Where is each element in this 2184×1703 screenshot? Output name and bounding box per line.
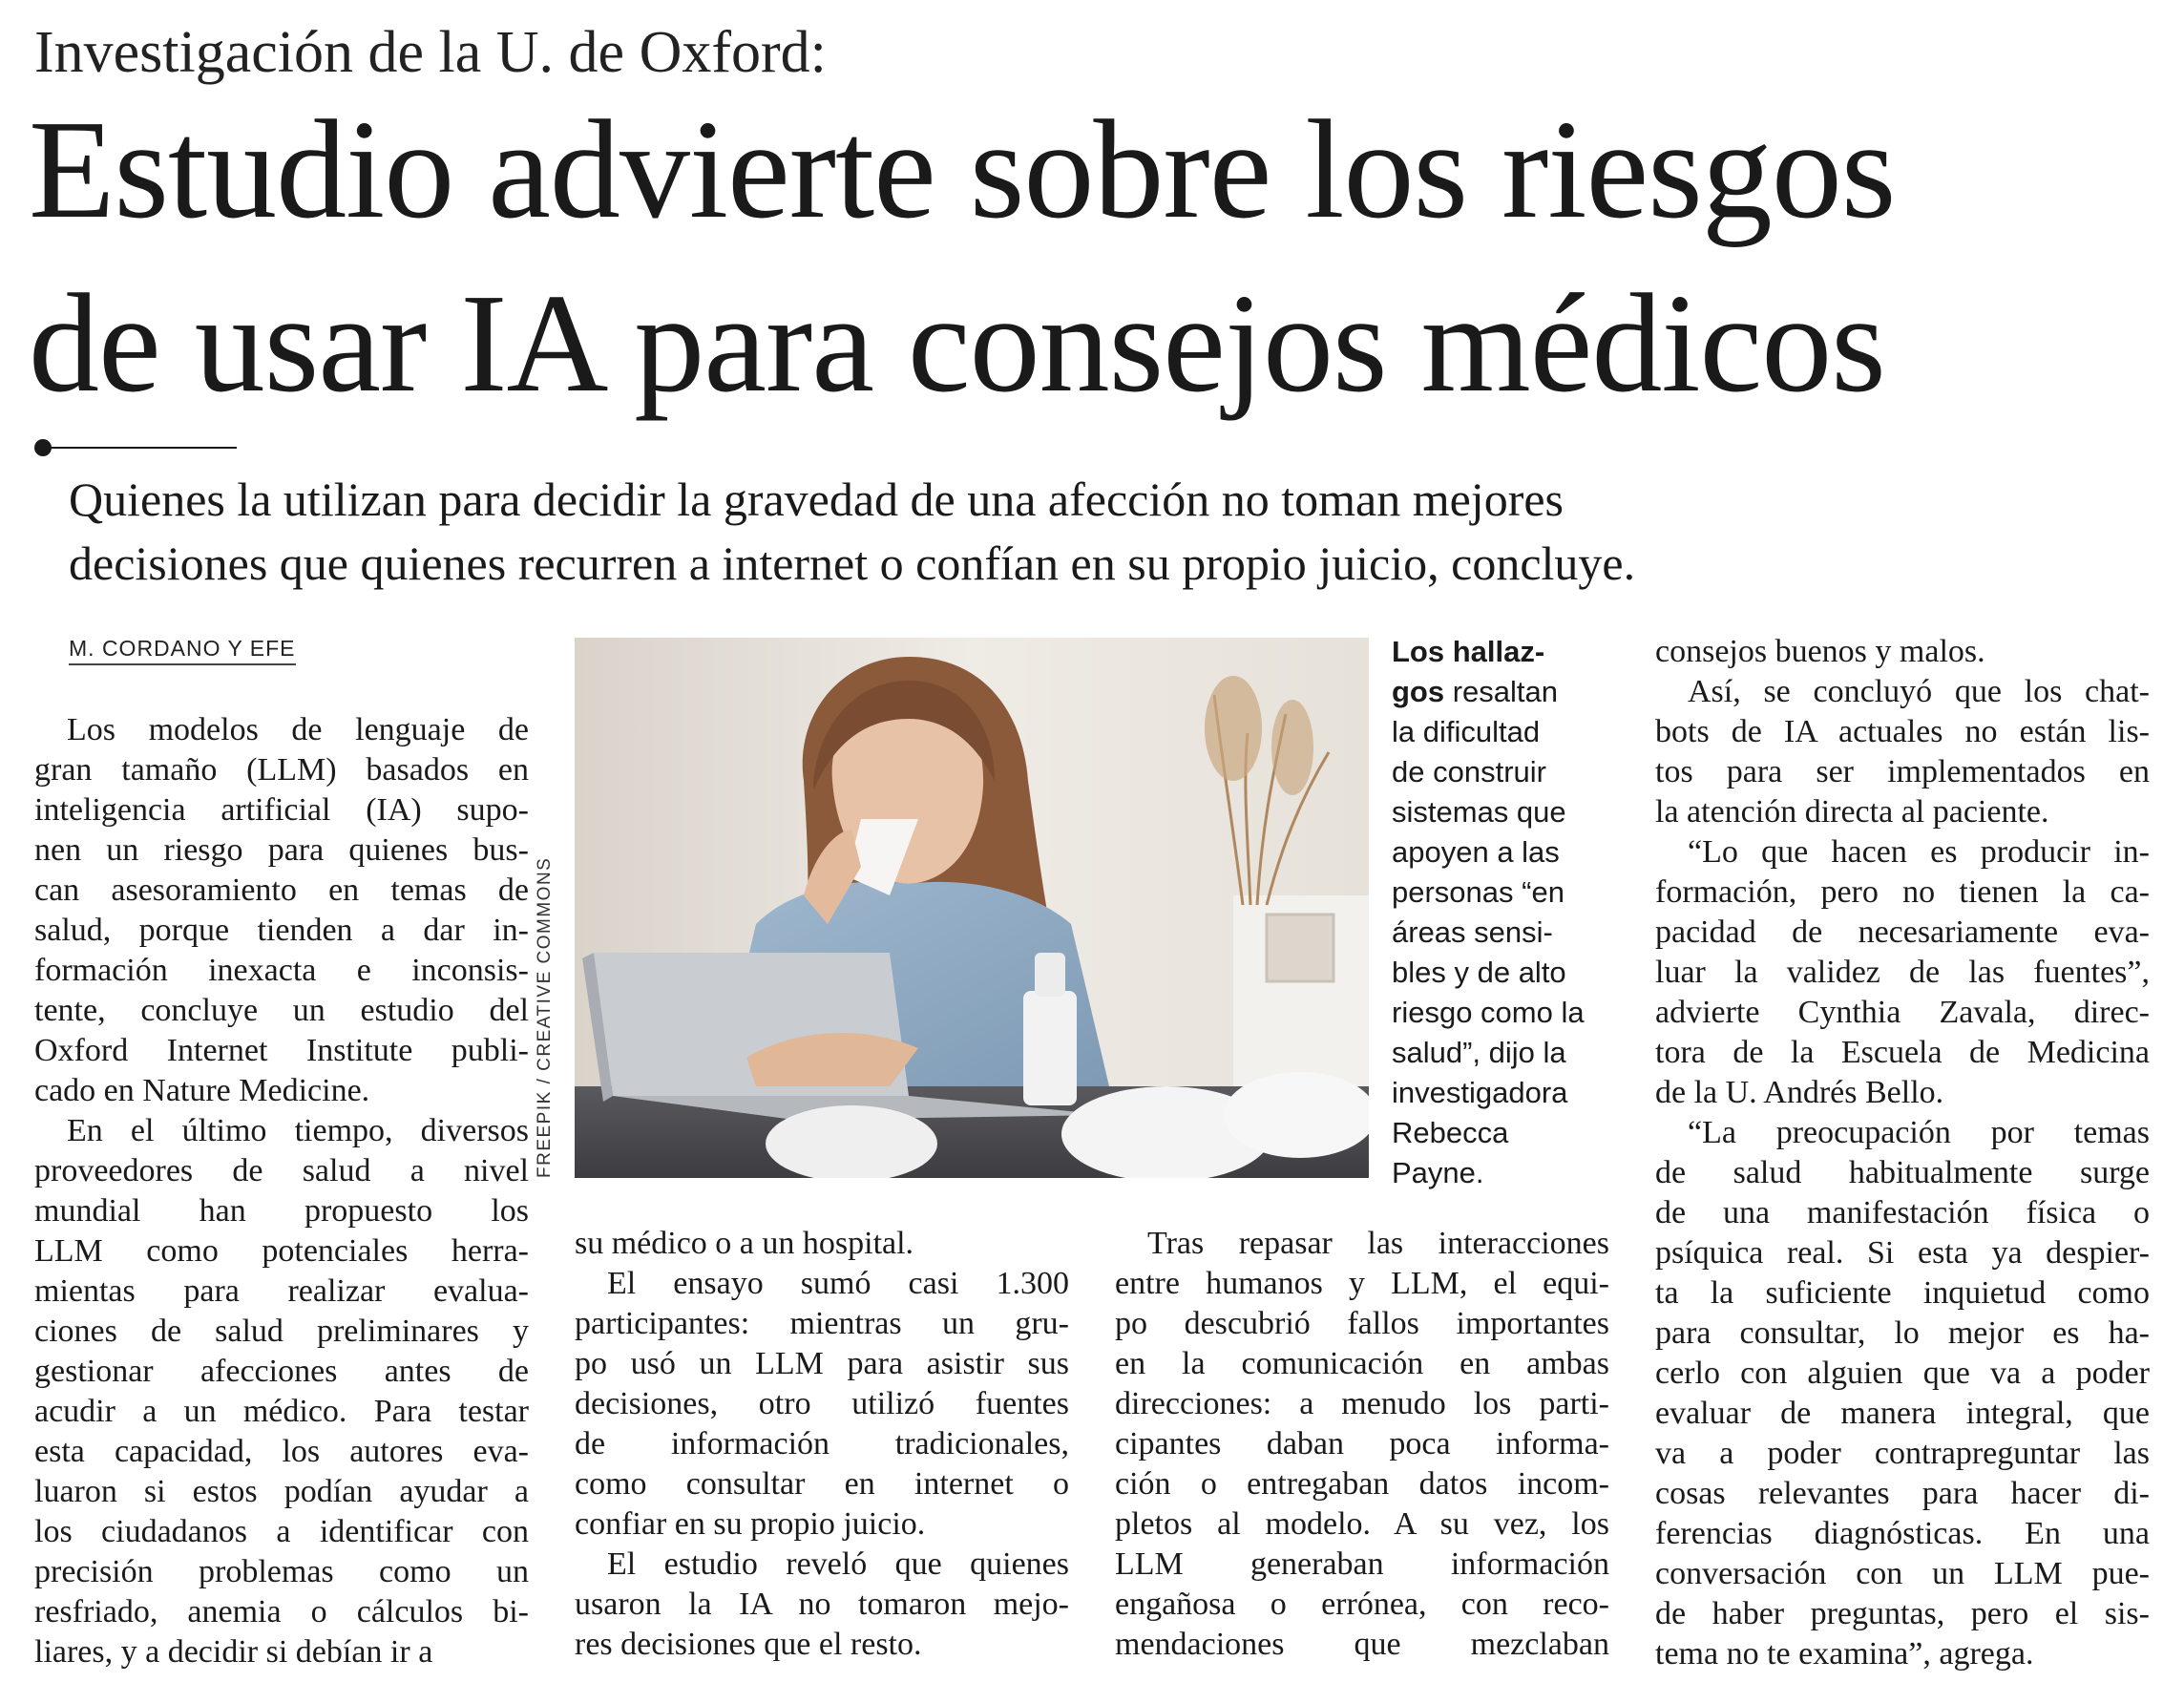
body-line: de una manifestación física o bbox=[1655, 1195, 2150, 1230]
body-line: tente, concluye un estudio del bbox=[34, 993, 529, 1028]
photo-credit: FREEPIK / CREATIVE COMMONS bbox=[535, 856, 555, 1178]
body-line: “Lo que hacen es producir in- bbox=[1688, 834, 2150, 870]
body-line: precisión problemas como un bbox=[34, 1554, 529, 1589]
body-line: can asesoramiento en temas de bbox=[34, 873, 529, 908]
body-line: Así, se concluyó que los chat- bbox=[1688, 674, 2150, 709]
body-line: direcciones: a menudo los parti- bbox=[1115, 1386, 1609, 1421]
body-line: la atención directa al paciente. bbox=[1655, 794, 2049, 830]
body-line: psíquica real. Si esta ya despier- bbox=[1655, 1235, 2150, 1271]
kicker: Investigación de la U. de Oxford: bbox=[34, 20, 827, 85]
body-line: participantes: mientras un gru- bbox=[575, 1306, 1069, 1341]
body-line: de haber preguntas, pero el sis- bbox=[1655, 1596, 2150, 1631]
body-line: ciones de salud preliminares y bbox=[34, 1314, 529, 1349]
body-line: como consultar en internet o bbox=[575, 1466, 1069, 1502]
caption-lead: Los hallaz- bbox=[1392, 635, 1545, 668]
body-line: formación, pero no tienen la ca- bbox=[1655, 874, 2150, 910]
caption-line bbox=[1392, 1033, 1630, 1073]
body-line: evaluar de manera integral, que bbox=[1655, 1396, 2150, 1431]
caption-text: salud”, dijo la bbox=[1392, 1036, 1566, 1069]
body-line: res decisiones que el resto. bbox=[575, 1627, 922, 1662]
photo-illustration bbox=[575, 638, 1369, 1178]
body-line: los ciudadanos a identificar con bbox=[34, 1514, 529, 1549]
body-line: El ensayo sumó casi 1.300 bbox=[607, 1266, 1069, 1301]
deck-line-2: decisiones que quienes recurren a internet o confían en su propio juicio, concluye. bbox=[69, 536, 1636, 590]
body-line: conversación con un LLM pue- bbox=[1655, 1556, 2150, 1591]
caption-line bbox=[1392, 993, 1630, 1033]
body-column-2 bbox=[575, 1224, 1069, 1665]
body-line: nen un riesgo para quienes bus- bbox=[34, 832, 529, 868]
body-line: confiar en su propio juicio. bbox=[575, 1506, 926, 1542]
body-line: de la U. Andrés Bello. bbox=[1655, 1075, 1944, 1110]
caption-text: personas “en bbox=[1392, 875, 1564, 909]
caption-text: de construir bbox=[1392, 755, 1546, 788]
rule-line bbox=[50, 447, 237, 449]
body-line: pacidad de necesariamente eva- bbox=[1655, 915, 2150, 950]
body-line: po descubrió fallos importantes bbox=[1115, 1306, 1609, 1341]
caption-text: investigadora bbox=[1392, 1076, 1568, 1109]
caption-text: la dificultad bbox=[1392, 715, 1541, 748]
body-line: ferencias diagnósticas. En una bbox=[1655, 1516, 2150, 1551]
body-line: LLM generaban información bbox=[1115, 1546, 1609, 1582]
body-line: proveedores de salud a nivel bbox=[34, 1153, 529, 1188]
body-line: po usó un LLM para asistir sus bbox=[575, 1346, 1069, 1381]
caption-line bbox=[1392, 712, 1630, 752]
byline: M. CORDANO Y EFE bbox=[69, 636, 296, 665]
body-line: formación inexacta e inconsis- bbox=[34, 953, 529, 988]
body-line: Oxford Internet Institute publi- bbox=[34, 1033, 529, 1068]
caption-text: riesgo como la bbox=[1392, 996, 1585, 1029]
caption-line bbox=[1392, 913, 1630, 953]
body-line: El estudio reveló que quienes bbox=[607, 1546, 1069, 1582]
body-line: advierte Cynthia Zavala, direc- bbox=[1655, 995, 2150, 1030]
body-line: consejos buenos y malos. bbox=[1655, 634, 1985, 669]
body-line: en la comunicación en ambas bbox=[1115, 1346, 1609, 1381]
caption-line bbox=[1392, 632, 1630, 672]
deck bbox=[69, 468, 1635, 596]
body-line: En el último tiempo, diversos bbox=[67, 1113, 529, 1148]
body-line: bots de IA actuales no están lis- bbox=[1655, 714, 2150, 749]
body-line: pletos al modelo. A su vez, los bbox=[1115, 1506, 1609, 1542]
body-line: ción o entregaban datos incom- bbox=[1115, 1466, 1609, 1502]
headline-line-2: de usar IA para consejos médicos bbox=[29, 265, 1885, 422]
caption-line bbox=[1392, 832, 1630, 873]
body-line: de salud habitualmente surge bbox=[1655, 1155, 2150, 1190]
body-line: gran tamaño (LLM) basados en bbox=[34, 752, 529, 788]
body-line: resfriado, anemia o cálculos bi- bbox=[34, 1594, 529, 1629]
body-line: “La preocupación por temas bbox=[1688, 1115, 2150, 1150]
deck-line-1: Quienes la utilizan para decidir la gravedad de una afección no toman mejores bbox=[69, 473, 1564, 526]
body-line: tora de la Escuela de Medicina bbox=[1655, 1035, 2150, 1070]
body-line: cipantes daban poca informa- bbox=[1115, 1426, 1609, 1461]
body-line: tema no te examina”, agrega. bbox=[1655, 1636, 2034, 1671]
caption-text: Rebecca bbox=[1392, 1116, 1509, 1149]
body-line: LLM como potenciales herra- bbox=[34, 1233, 529, 1269]
caption-line bbox=[1392, 672, 1630, 712]
caption-text: áreas sensi- bbox=[1392, 915, 1553, 949]
body-line: salud, porque tienden a dar in- bbox=[34, 913, 529, 948]
caption-line bbox=[1392, 1113, 1630, 1153]
body-line: mendaciones que mezclaban bbox=[1115, 1627, 1609, 1662]
caption-text: bles y de alto bbox=[1392, 956, 1566, 989]
body-line: mientas para realizar evalua- bbox=[34, 1273, 529, 1309]
caption-line bbox=[1392, 752, 1630, 792]
caption-text: Payne. bbox=[1392, 1156, 1484, 1189]
body-line: su médico o a un hospital. bbox=[575, 1226, 914, 1261]
body-line: Los modelos de lenguaje de bbox=[67, 712, 529, 747]
body-line: usaron la IA no tomaron mejo- bbox=[575, 1587, 1069, 1622]
caption-line bbox=[1392, 953, 1630, 993]
body-line: va a poder contrapreguntar las bbox=[1655, 1436, 2150, 1471]
body-line: esta capacidad, los autores eva- bbox=[34, 1434, 529, 1469]
body-column-1 bbox=[34, 710, 529, 1672]
body-line: mundial han propuesto los bbox=[34, 1193, 529, 1229]
body-line: para consultar, lo mejor es ha- bbox=[1655, 1315, 2150, 1351]
photo-caption bbox=[1392, 632, 1630, 1193]
caption-lead: gos bbox=[1392, 675, 1445, 708]
body-column-4 bbox=[1655, 632, 2150, 1674]
article-photo bbox=[575, 638, 1369, 1178]
body-line: de información tradicionales, bbox=[575, 1426, 1069, 1461]
caption-line bbox=[1392, 1153, 1630, 1193]
body-line: liares, y a decidir si debían ir a bbox=[34, 1634, 433, 1670]
headline bbox=[29, 92, 1896, 422]
caption-line bbox=[1392, 792, 1630, 832]
body-line: tos para ser implementados en bbox=[1655, 754, 2150, 789]
body-line: decisiones, otro utilizó fuentes bbox=[575, 1386, 1069, 1421]
body-line: inteligencia artificial (IA) supo- bbox=[34, 792, 529, 828]
body-line: luar la validez de las fuentes”, bbox=[1655, 955, 2150, 990]
body-line: cerlo con alguien que va a poder bbox=[1655, 1356, 2150, 1391]
body-line: ta la suficiente inquietud como bbox=[1655, 1275, 2150, 1311]
caption-text: apoyen a las bbox=[1392, 835, 1560, 869]
caption-text: sistemas que bbox=[1392, 795, 1566, 829]
body-line: gestionar afecciones antes de bbox=[34, 1354, 529, 1389]
body-line: cosas relevantes para hacer di- bbox=[1655, 1476, 2150, 1511]
body-column-3 bbox=[1115, 1224, 1609, 1665]
caption-line bbox=[1392, 1073, 1630, 1113]
body-line: cado en Nature Medicine. bbox=[34, 1073, 370, 1108]
body-line: Tras repasar las interacciones bbox=[1147, 1226, 1609, 1261]
caption-text: resaltan bbox=[1444, 675, 1559, 708]
body-line: acudir a un médico. Para testar bbox=[34, 1394, 529, 1429]
body-line: engañosa o errónea, con reco- bbox=[1115, 1587, 1609, 1622]
body-line: entre humanos y LLM, el equi- bbox=[1115, 1266, 1609, 1301]
headline-line-1: Estudio advierte sobre los riesgos bbox=[29, 92, 1896, 248]
caption-line bbox=[1392, 873, 1630, 913]
body-line: luaron si estos podían ayudar a bbox=[34, 1474, 529, 1509]
